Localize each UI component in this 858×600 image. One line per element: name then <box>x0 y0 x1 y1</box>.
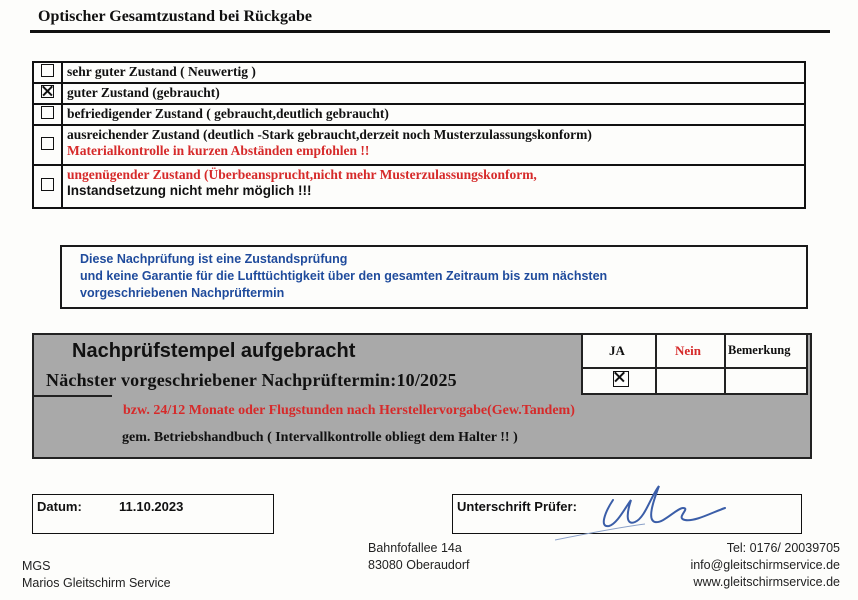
checked-checkbox-icon <box>613 371 629 387</box>
condition-row <box>33 83 805 104</box>
condition-label: befriedigender Zustand ( gebraucht,deutlich gebraucht) <box>62 104 805 125</box>
checkbox-icon <box>41 106 54 119</box>
interval-note: gem. Betriebshandbuch ( Intervallkontrolle obliegt dem Halter !! ) <box>122 430 518 445</box>
footer-street: Bahnfofallee 14a <box>368 541 462 555</box>
condition-row <box>33 125 805 165</box>
condition-warning: ungenügender Zustand (Überbeansprucht,nicht mehr Musterzulassungskonform, <box>67 167 537 182</box>
interval-note: bzw. 24/12 Monate oder Flugstunden nach Herstellervorgabe(Gew.Tandem) <box>123 403 575 418</box>
stamp-heading: Nachprüfstempel aufgebracht <box>72 340 356 362</box>
col-header-nein: Nein <box>675 343 701 358</box>
date-box <box>32 494 274 534</box>
condition-warning: Materialkontrolle in kurzen Abständen empfohlen !! <box>67 143 370 158</box>
checkbox-icon <box>41 137 54 150</box>
stamp-divider <box>32 395 112 397</box>
date-label: Datum: <box>37 499 82 514</box>
footer-phone: Tel: 0176/ 20039705 <box>726 541 840 555</box>
inspector-label: Unterschrift Prüfer: <box>457 499 577 514</box>
condition-label <box>62 165 805 208</box>
grid-divider <box>583 367 806 369</box>
date-value[interactable]: 11.10.2023 <box>119 499 184 514</box>
checkbox-icon <box>41 178 54 191</box>
notice-line: Diese Nachprüfung ist eine Zustandsprüfung <box>80 252 348 266</box>
condition-text: Instandsetzung nicht mehr möglich !!! <box>67 183 312 198</box>
notice-line: und keine Garantie für die Lufttüchtigkeit über den gesamten Zeitraum bis zum nächsten <box>80 269 608 283</box>
section-title: Optischer Gesamtzustand bei Rückgabe <box>38 8 312 25</box>
footer-contact <box>690 540 840 591</box>
footer-email[interactable]: info@gleitschirmservice.de <box>690 558 840 572</box>
notice-line: vorgeschriebenen Nachprüftermin <box>80 286 285 300</box>
footer-company-name: Marios Gleitschirm Service <box>22 576 171 590</box>
condition-label <box>62 125 805 165</box>
checkbox-icon <box>41 64 54 77</box>
footer-address <box>368 540 469 574</box>
footer-company <box>22 558 171 592</box>
grid-divider <box>655 335 657 393</box>
grid-divider <box>724 335 726 393</box>
condition-checkbox[interactable] <box>33 104 62 125</box>
condition-row <box>33 62 805 83</box>
condition-checkbox[interactable] <box>33 165 62 208</box>
condition-row <box>33 165 805 208</box>
condition-checkbox[interactable] <box>33 83 62 104</box>
condition-checkbox[interactable] <box>33 62 62 83</box>
condition-checkbox[interactable] <box>33 125 62 165</box>
col-header-bemerkung: Bemerkung <box>728 343 791 357</box>
checked-checkbox-icon <box>41 85 54 98</box>
notice-box <box>60 245 808 309</box>
condition-table <box>32 61 806 209</box>
footer-company-short: MGS <box>22 559 51 573</box>
ja-checkbox[interactable] <box>613 371 629 392</box>
condition-label: sehr guter Zustand ( Neuwertig ) <box>62 62 805 83</box>
condition-text: ausreichender Zustand (deutlich -Stark gebraucht,derzeit noch Musterzulassungskonform) <box>67 127 592 142</box>
footer-website[interactable]: www.gleitschirmservice.de <box>693 575 840 589</box>
next-inspection-date: Nächster vorgeschriebener Nachprüftermin:10/2025 <box>46 370 457 390</box>
handwritten-signature <box>555 478 735 548</box>
col-header-ja: JA <box>609 343 625 358</box>
condition-row <box>33 104 805 125</box>
footer-city: 83080 Oberaudorf <box>368 558 470 572</box>
title-divider <box>30 30 830 33</box>
condition-label: guter Zustand (gebraucht) <box>62 83 805 104</box>
